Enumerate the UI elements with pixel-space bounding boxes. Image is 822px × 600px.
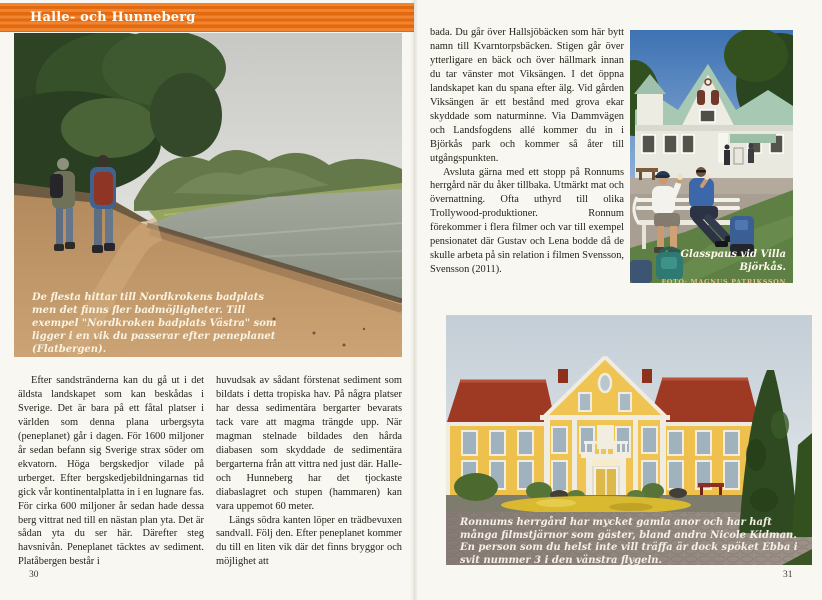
page-number-right: 31 [783,570,793,580]
photo-ronnums-herrgard [446,315,812,565]
manor-photo-caption: Ronnums herrgård har mycket gamla anor och har haft många filmstjärnor som gäster, bland andra Nicole Kidman. En person som du helst inte vill träffa är dock spöket Ebba i svit nummer 3 i den vänstra flygeln. [460,517,798,565]
body-paragraph: Längs södra kanten löper en trädbevuxen sandvall. Följ den. Efter peneplanet kommer du till en liten vik där det finns bryggor och möjlighet att [216,514,402,568]
photo-beach [14,33,402,357]
body-paragraph: Avsluta gärna med ett stopp på Ronnums herrgård när du åker tillbaka. Utmärkt mat och övernattning. Ofta uthyrd till olika Trollywood-produktioner. Ronnum förekommer i flera filmer och var till exempel pensionatet där Gustav och Lena bodde då de skulle arbeta på sin relation i filmen Svensson, Svensson (2011). [430,166,624,276]
villa-photo-illustration [630,30,793,283]
page-number-left: 30 [29,570,39,580]
body-paragraph: huvudsak av sådant förstenat sediment som bildats i detta tropiska hav. På några platser har dessa sedimentära bergarter bevarats tack vare att magma trängde upp. När magman stelnade bildades den hårda diabasen som skyddade de sedimentära bergarterna från att vittra ned just där. Halle- och Hunneberg har det tjockaste diabaslagret och stupen (hammaren) kan vara uppemot 60 meter. [216,375,402,512]
villa-caption-text: Glasspaus vid Villa Björkås. [680,249,786,273]
photo-villa-bjorkas [630,30,793,283]
beach-photo-caption: De flesta hittar till Nordkrokens badplats men det finns fler badmöjligheter. Till exempel "Nordkroken badplats Västra" som ligger i en vik du passerar efter peneplanet (Flatbergen). [32,292,277,355]
page30-column-2 [216,374,402,569]
page-gutter [410,0,418,600]
chapter-header-bar [0,3,414,32]
chapter-title: Halle- och Hunneberg [30,10,196,25]
photo-credit: FOTO: MAGNUS PATRIKSSON [661,278,786,283]
page31-column [430,26,624,277]
page30-column-1 [18,374,204,569]
villa-photo-caption [636,248,786,283]
flowerbed [501,496,691,514]
body-paragraph: Efter sandstränderna kan du gå ut i det äldsta landskapet som kan beskådas i Sverige. Det är bara på ett fåtal platser i världen som denna plana urbergsyta (peneplanet) går i dagen. För 1600 miljoner år sedan befann sig Sverige strax söder om ekvatorn. Höga bergskedjor vilade på urberget. Efter bergskedjebildningarnas tid gick vår kontinentalplatta in i en lugnare fas. För cirka 600 miljoner år sedan hade dessa berg vittrat ned till en nästan plan yta. Det är sådan yta du ser här. Därefter steg havsnivån. Peneplanet täcktes av sediment. Platåbergen består i [18,375,204,568]
body-paragraph: bada. Du går över Hallsjöbäcken som här bytt namn till Kvarntorpsbäcken. Stigen går över ytterligare en bäck och över hällmark innan du tar vänster mot Viksängen. I det öppna landskapet kan du spana efter älg. Vid gården Viksängen är ett bestånd med grova ekar skyddade som naturminne. Via Dammvägen och Landsfogdens allé kommer du in i Björkås park och kommer så åter till utgångspunkten. [430,27,624,164]
